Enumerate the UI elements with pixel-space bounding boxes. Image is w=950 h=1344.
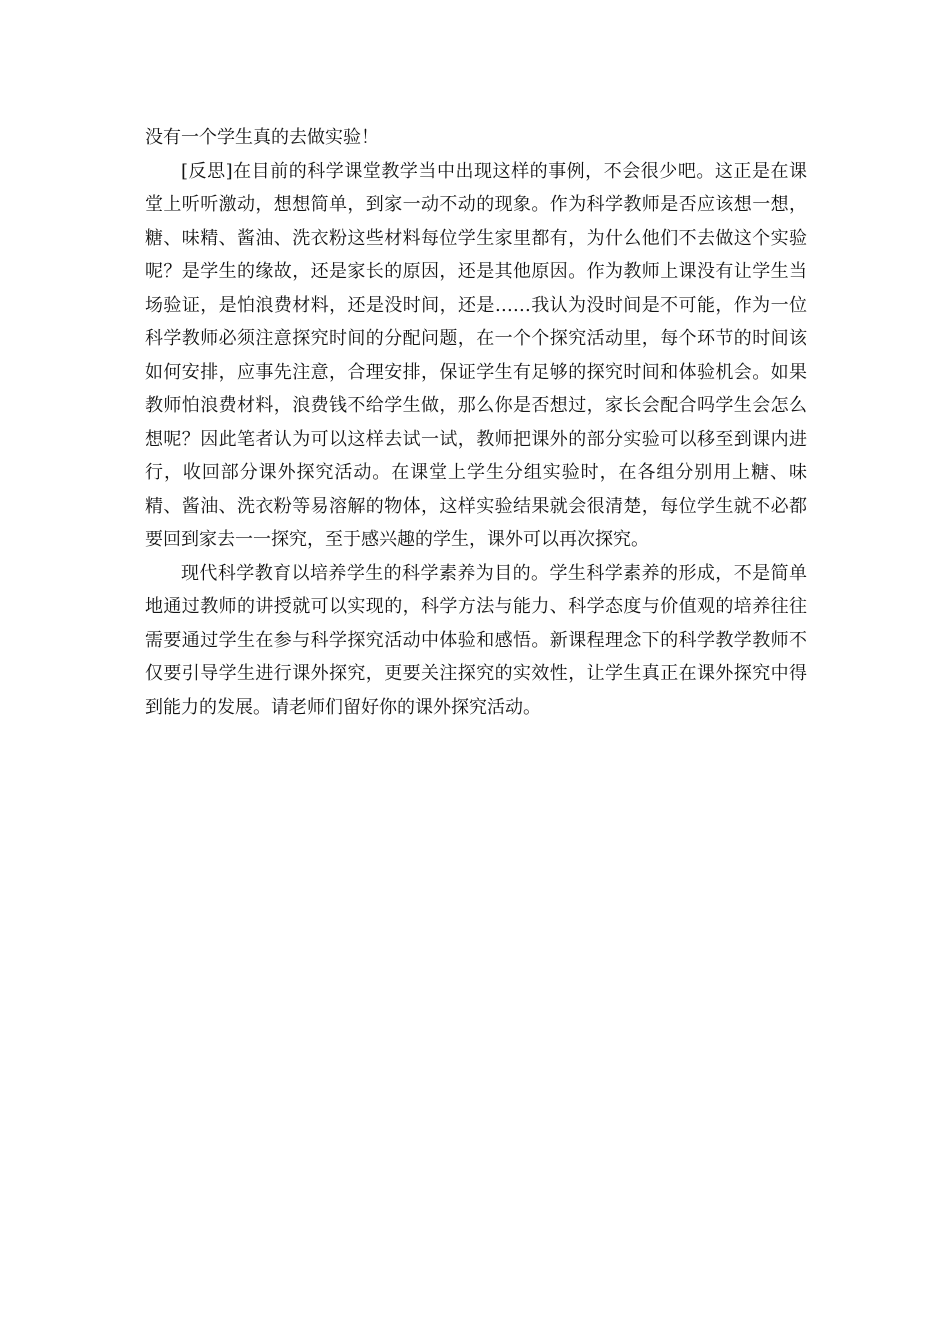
paragraph-continuation: 没有一个学生真的去做实验！ <box>145 127 379 148</box>
paragraph-reflection: [反思]在目前的科学课堂教学当中出现这样的事例，不会很少吧。这正是在课堂上听听激动，想想简单，到家一动不动的现象。作为科学教师是否应该想一想，糖、味精、酱油、洗衣粉这些材料每位学生家里都有，为什么他们不去做这个实验呢？是学生的缘故，还是家长的原因，还是其他原因。作为教师上课没有让学生当场验证，是怕浪费材料，还是没时间，还是……我认为没时间是不可能，作为一位科学教师必须注意探究时间的分配问题，在一个个探究活动里，每个环节的时间该如何安排，应事先注意，合理安排，保证学生有足够的探究时间和体验机会。如果教师怕浪费材料，浪费钱不给学生做，那么你是否想过，家长会配合吗学生会怎么想呢？因此笔者认为可以这样去试一试，教师把课外的部分实验可以移至到课内进行，收回部分课外探究活动。在课堂上学生分组实验时，在各组分别用上糖、味精、酱油、洗衣粉等易溶解的物体，这样实验结果就会很清楚，每位学生就不必都要回到家去一一探究，至于感兴趣的学生，课外可以再次探究。 <box>145 160 807 550</box>
paragraph-conclusion: 现代科学教育以培养学生的科学素养为目的。学生科学素养的形成，不是简单地通过教师的讲授就可以实现的，科学方法与能力、科学态度与价值观的培养往往需要通过学生在参与科学探究活动中体验和感悟。新课程理念下的科学教学教师不仅要引导学生进行课外探究，更要关注探究的实效性，让学生真正在课外探究中得到能力的发展。请老师们留好你的课外探究活动。 <box>145 562 807 718</box>
document-body <box>145 121 807 724</box>
